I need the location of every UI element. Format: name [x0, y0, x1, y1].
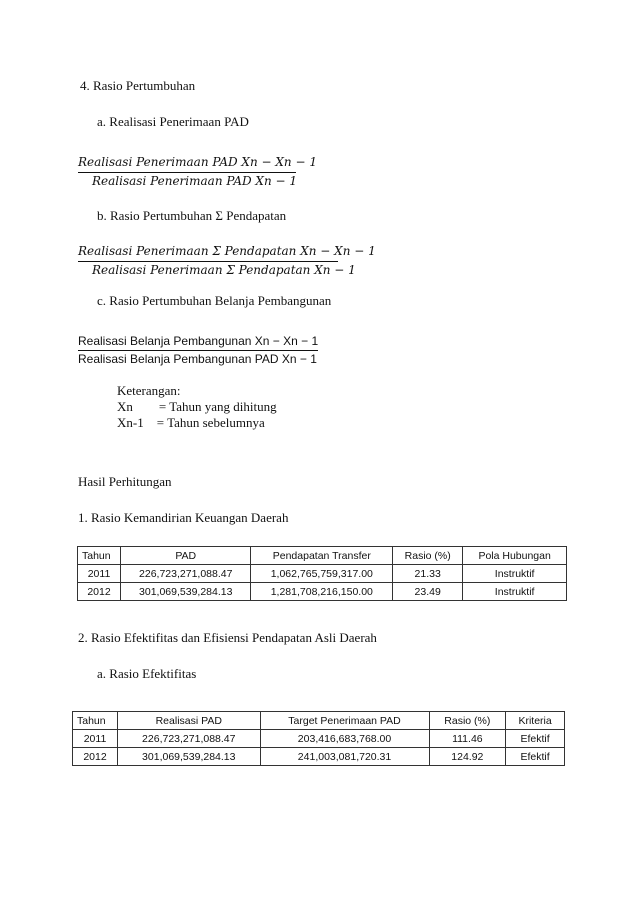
table-header-row	[73, 712, 565, 730]
item-rasio-efektifitas-efisiensi: 2. Rasio Efektifitas dan Efisiensi Pendapatan Asli Daerah	[78, 630, 377, 645]
table-row	[73, 730, 565, 748]
table-header-row	[78, 547, 567, 565]
header-pendapatan-transfer: Pendapatan Transfer	[251, 547, 393, 565]
cell-tahun: 2012	[73, 748, 118, 766]
table-row	[78, 583, 567, 601]
table-row	[73, 748, 565, 766]
subheading-realisasi-penerimaan-pad: a. Realisasi Penerimaan PAD	[97, 114, 249, 129]
table-row	[78, 565, 567, 583]
cell-rasio: 111.46	[429, 730, 506, 748]
item-rasio-kemandirian: 1. Rasio Kemandirian Keuangan Daerah	[78, 510, 289, 525]
subitem-rasio-efektifitas: a. Rasio Efektifitas	[97, 666, 197, 681]
cell-target-penerimaan-pad: 203,416,683,768.00	[260, 730, 429, 748]
section-heading-rasio-pertumbuhan: 4. Rasio Pertumbuhan	[80, 78, 196, 93]
formula-c-denominator: Realisasi Belanja Pembangunan PAD Xn − 1	[78, 352, 317, 366]
formula-a-fraction-line	[78, 172, 296, 173]
formula-c-fraction-line	[78, 350, 318, 351]
table-rasio-efektifitas	[72, 711, 565, 766]
cell-rasio: 21.33	[393, 565, 463, 583]
subheading-rasio-pertumbuhan-pendapatan: b. Rasio Pertumbuhan Σ Pendapatan	[97, 208, 287, 223]
cell-kriteria: Efektif	[506, 748, 565, 766]
formula-a-denominator: Realisasi Penerimaan PAD Xn − 1	[92, 174, 298, 188]
cell-rasio: 124.92	[429, 748, 506, 766]
cell-rasio: 23.49	[393, 583, 463, 601]
formula-a-numerator: Realisasi Penerimaan PAD Xn − Xn − 1	[78, 155, 317, 169]
formula-b-denominator: Realisasi Penerimaan Σ Pendapatan Xn − 1	[92, 263, 356, 277]
cell-pendapatan-transfer: 1,062,765,759,317.00	[251, 565, 393, 583]
header-rasio: Rasio (%)	[393, 547, 463, 565]
cell-tahun: 2012	[78, 583, 121, 601]
formula-b-numerator: Realisasi Penerimaan Σ Pendapatan Xn − Xn − 1	[78, 244, 376, 258]
hasil-perhitungan-heading: Hasil Perhitungan	[78, 474, 172, 489]
cell-realisasi-pad: 301,069,539,284.13	[118, 748, 261, 766]
cell-pad: 226,723,271,088.47	[121, 565, 251, 583]
header-realisasi-pad: Realisasi PAD	[118, 712, 261, 730]
header-tahun: Tahun	[73, 712, 118, 730]
cell-pendapatan-transfer: 1,281,708,216,150.00	[251, 583, 393, 601]
formula-b-fraction-line	[78, 261, 338, 262]
cell-realisasi-pad: 226,723,271,088.47	[118, 730, 261, 748]
cell-kriteria: Efektif	[506, 730, 565, 748]
keterangan-xn-1: Xn-1 = Tahun sebelumnya	[117, 415, 265, 430]
header-rasio: Rasio (%)	[429, 712, 506, 730]
keterangan-title: Keterangan:	[117, 383, 181, 398]
cell-tahun: 2011	[78, 565, 121, 583]
cell-pad: 301,069,539,284.13	[121, 583, 251, 601]
subheading-rasio-pertumbuhan-belanja: c. Rasio Pertumbuhan Belanja Pembangunan	[97, 293, 332, 308]
cell-tahun: 2011	[73, 730, 118, 748]
table-rasio-kemandirian	[77, 546, 567, 601]
cell-pola-hubungan: Instruktif	[463, 565, 567, 583]
formula-c-numerator: Realisasi Belanja Pembangunan Xn − Xn − 1	[78, 334, 319, 348]
header-kriteria: Kriteria	[506, 712, 565, 730]
cell-target-penerimaan-pad: 241,003,081,720.31	[260, 748, 429, 766]
header-tahun: Tahun	[78, 547, 121, 565]
header-pad: PAD	[121, 547, 251, 565]
keterangan-xn: Xn = Tahun yang dihitung	[117, 399, 277, 414]
header-target-penerimaan-pad: Target Penerimaan PAD	[260, 712, 429, 730]
cell-pola-hubungan: Instruktif	[463, 583, 567, 601]
header-pola-hubungan: Pola Hubungan	[463, 547, 567, 565]
